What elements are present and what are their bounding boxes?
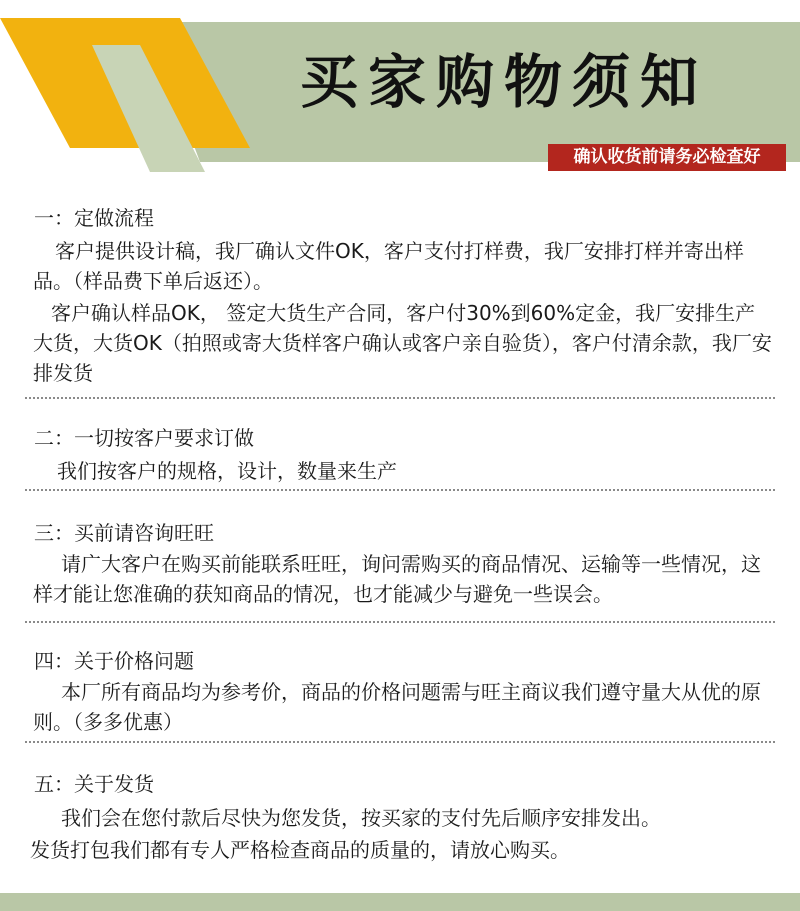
section-paragraph: 本厂所有商品均为参考价，商品的价格问题需与旺主商议我们遵守量大从优的原则。（多多优惠） bbox=[33, 680, 761, 734]
section-paragraph: 发货打包我们都有专人严格检查商品的质量的，请放心购买。 bbox=[30, 838, 570, 862]
divider bbox=[25, 397, 775, 399]
header bbox=[0, 0, 800, 180]
section-paragraph: 客户确认样品OK， 签定大货生产合同，客户付30%到60%定金，我厂安排生产大货，大货OK（拍照或寄大货样客户确认或客户亲自验货），客户付清余款，我厂安排发货 bbox=[33, 301, 772, 385]
notice-banner: 确认收货前请务必检查好 bbox=[548, 144, 786, 171]
page-title: 买家购物须知 bbox=[300, 48, 709, 116]
divider bbox=[25, 489, 775, 491]
section-title: 三：买前请咨询旺旺 bbox=[34, 521, 214, 545]
section-paragraph: 我们按客户的规格，设计，数量来生产 bbox=[57, 459, 397, 483]
footer-bar bbox=[0, 893, 800, 911]
section-title: 一：定做流程 bbox=[34, 206, 154, 230]
section-title: 二：一切按客户要求订做 bbox=[34, 426, 254, 450]
section-paragraph: 请广大客户在购买前能联系旺旺，询问需购买的商品情况、运输等一些情况，这样才能让您准确的获知商品的情况，也才能减少与避免一些误会。 bbox=[33, 552, 761, 606]
section-title: 四：关于价格问题 bbox=[34, 649, 194, 673]
divider bbox=[25, 741, 775, 743]
divider bbox=[25, 621, 775, 623]
section-paragraph: 我们会在您付款后尽快为您发货，按买家的支付先后顺序安排发出。 bbox=[61, 806, 661, 830]
section-title: 五：关于发货 bbox=[34, 772, 154, 796]
section-paragraph: 客户提供设计稿，我厂确认文件OK，客户支付打样费，我厂安排打样并寄出样品。（样品费下单后返还）。 bbox=[33, 239, 744, 293]
